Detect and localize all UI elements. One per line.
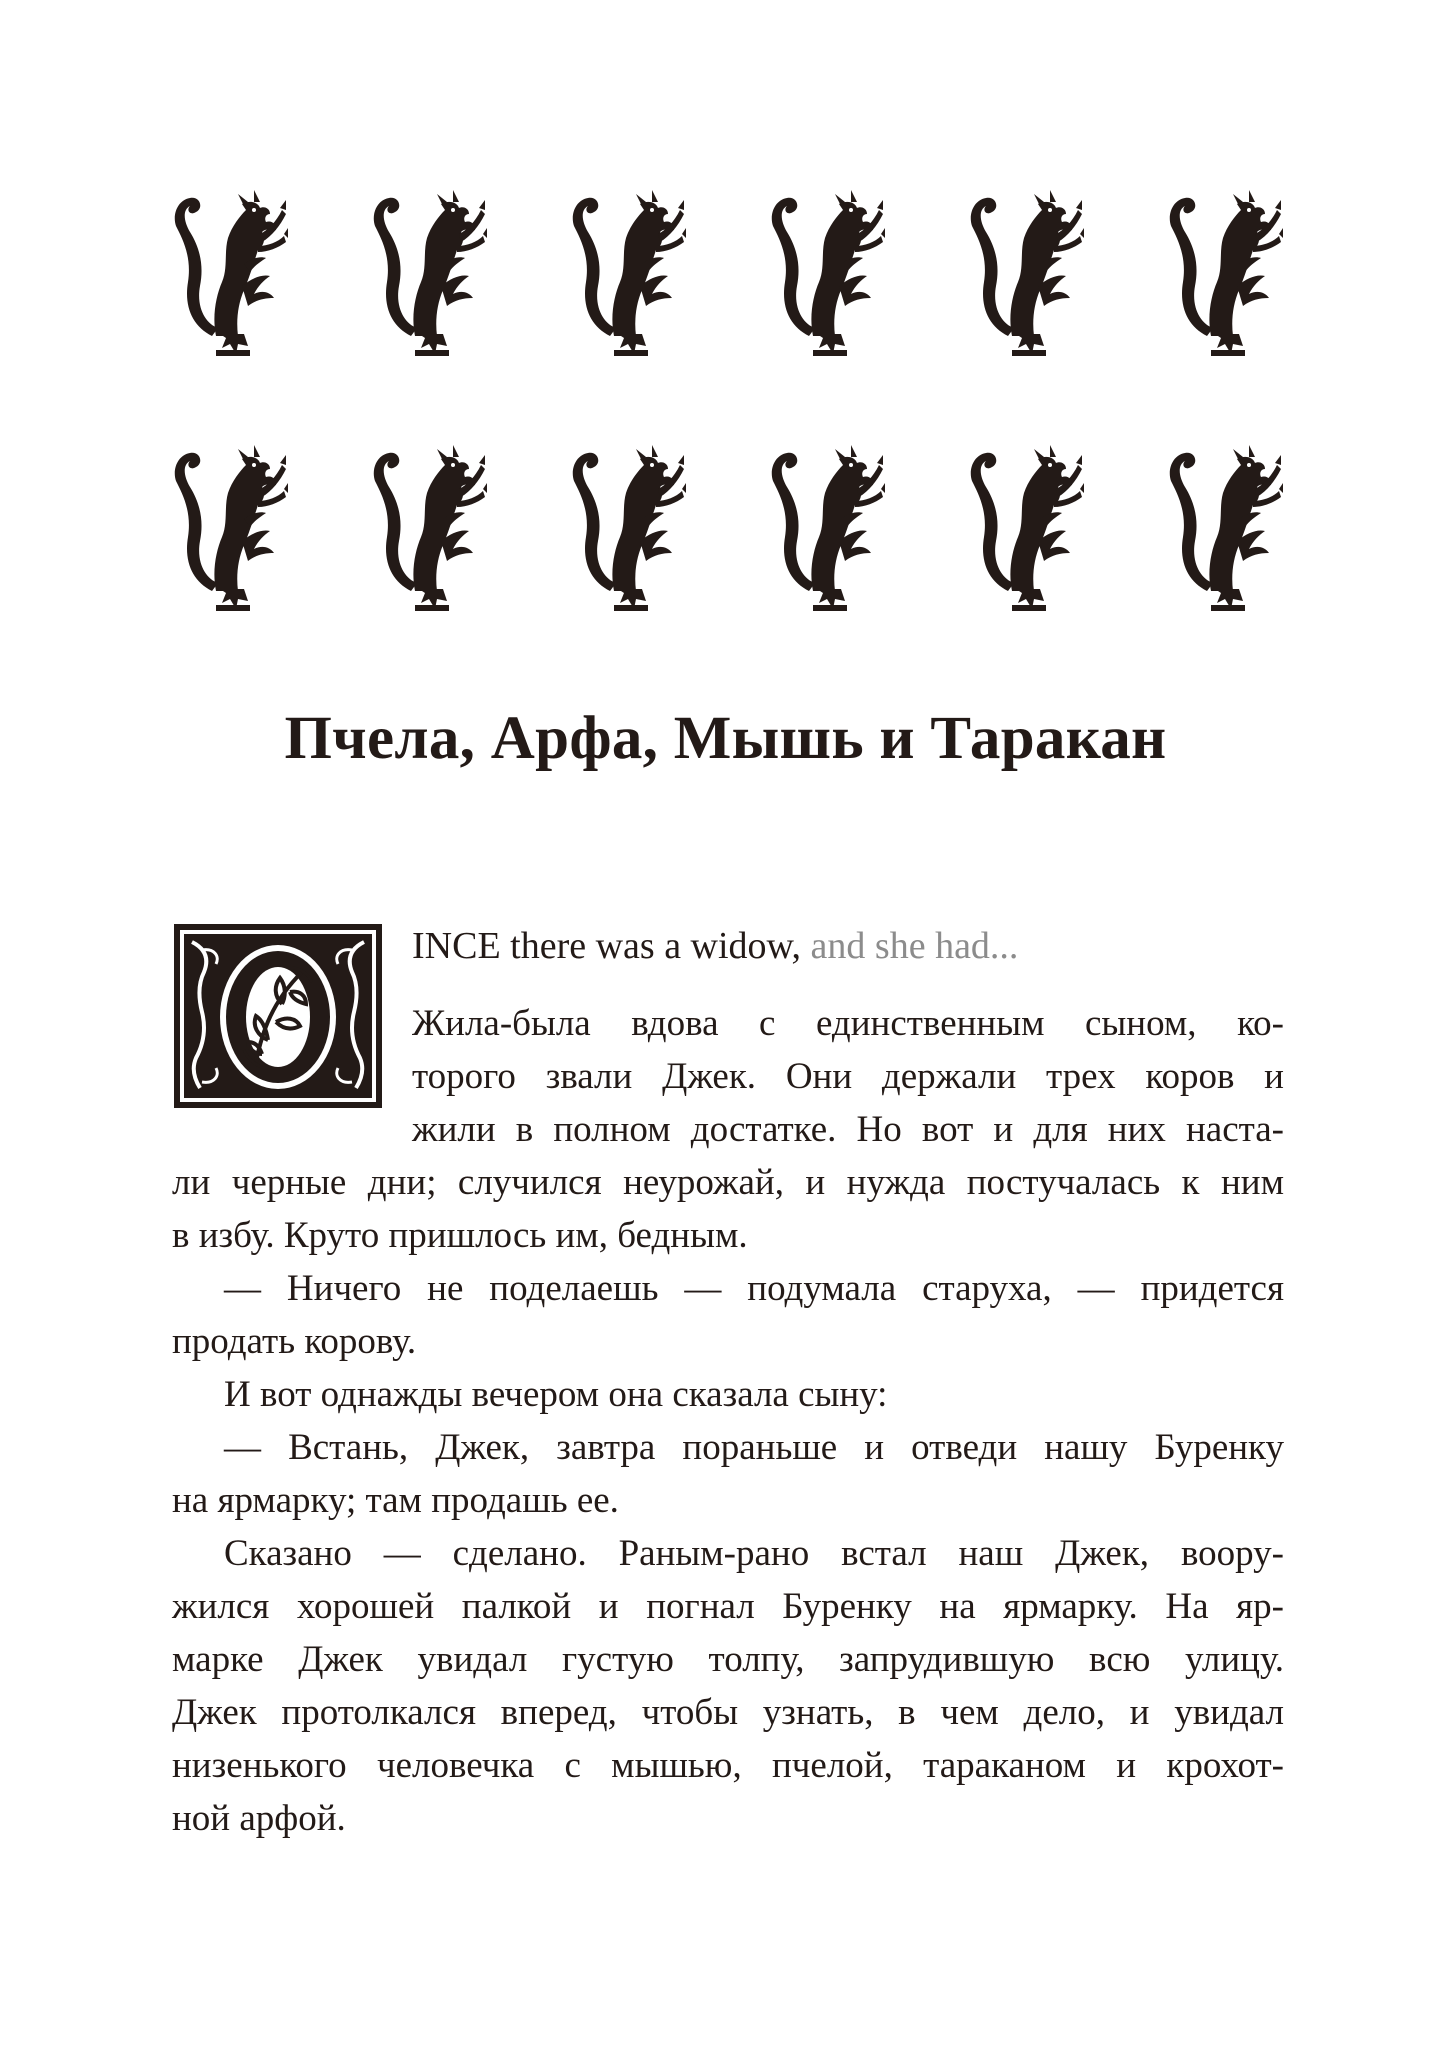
- griffin-icon: [1167, 186, 1283, 361]
- text-line: жили в полном достатке. Но вот и для них наста-: [412, 1109, 1284, 1150]
- text-line: — Ничего не поделаешь — подумала старуха, — придется: [224, 1268, 1284, 1309]
- text-line: жился хорошей палкой и погнал Буренку на ярмарку. На яр-: [172, 1586, 1284, 1627]
- griffin-icon: [371, 186, 487, 361]
- text-line: низенького человечка с мышью, пчелой, тараканом и крохот-: [172, 1745, 1284, 1786]
- griffin-icon: [968, 186, 1084, 361]
- griffin-icon: [968, 441, 1084, 616]
- text-line: продать корову.: [172, 1321, 417, 1362]
- griffin-icon: [371, 441, 487, 616]
- griffin-icon: [769, 441, 885, 616]
- text-line: Джек протолкался вперед, чтобы узнать, в чем дело, и увидал: [172, 1692, 1284, 1733]
- text-line: на ярмарку; там продашь ее.: [172, 1480, 619, 1521]
- text-line: — Встань, Джек, завтра пораньше и отведи нашу Буренку: [224, 1427, 1284, 1468]
- text-line: в избу. Круто пришлось им, бедным.: [172, 1215, 748, 1256]
- english-line-dark: INCE there was a widow,: [412, 925, 811, 967]
- griffin-icon: [1167, 441, 1283, 616]
- griffin-icon: [172, 441, 288, 616]
- english-original-line: [412, 917, 1018, 975]
- griffin-icon: [570, 186, 686, 361]
- text-line: Сказано — сделано. Раным-рано встал наш Джек, воору-: [224, 1533, 1284, 1574]
- text-line: Жила-была вдова с единственным сыном, ко-: [412, 1003, 1284, 1044]
- text-line: ной арфой.: [172, 1798, 346, 1839]
- text-line: И вот однажды вечером она сказала сыну:: [224, 1374, 888, 1415]
- ornament-band: [172, 186, 1284, 616]
- griffin-icon: [172, 186, 288, 361]
- english-line-faded: and she had...: [810, 925, 1019, 967]
- page-title: Пчела, Арфа, Мышь и Таракан: [284, 705, 1167, 772]
- text-line: марке Джек увидал густую толпу, запрудившую всю улицу.: [172, 1639, 1284, 1680]
- griffin-icon: [769, 186, 885, 361]
- story-text: [172, 997, 1284, 1845]
- text-line: торого звали Джек. Они держали трех коров и: [412, 1056, 1284, 1097]
- griffin-icon: [570, 441, 686, 616]
- text-line: ли черные дни; случился неурожай, и нужда постучалась к ним: [172, 1162, 1284, 1203]
